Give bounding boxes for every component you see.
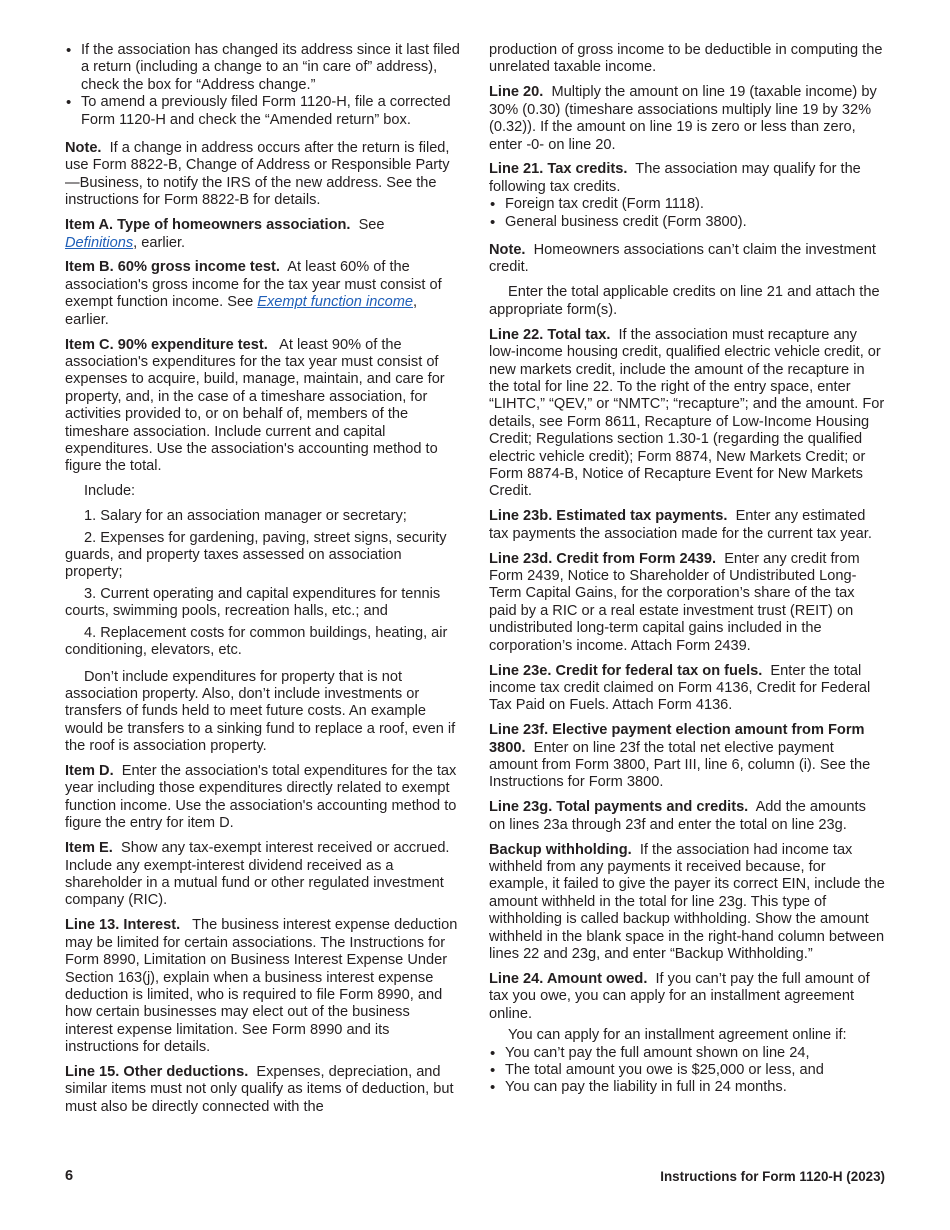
line-22-paragraph: Line 22. Total tax. If the association must recapture any low-income housing credit, qualified electric vehicle credit, or new markets credit, include the amount of the recapture in the total for line 22. To the right of the entry space, enter “LIHTC,” “QEV,” or “NMTC”; “recapture”; and the amount. For details, see Form 8611, Recapture of Low-Income Housing Credit; Regulations section 1.30-1 (regarding the qualified electric vehicle credit); Form 8874, New Markets Credit; or Form 8874-B, Notice of Recapture Event for New Markets Credit.: [489, 326, 885, 500]
item-b-paragraph: Item B. 60% gross income test. At least 60% of the association's gross income for the tax year must consist of exempt function income. See Exempt function income, earlier.: [65, 259, 442, 328]
include-item-3: 3. Current operating and capital expenditures for tennis courts, swimming pools, recreation halls, etc.; and: [65, 585, 441, 620]
apply-bullet-1: • You can’t pay the full amount shown on line 24,: [489, 1045, 885, 1062]
credit-bullet-foreign: • Foreign tax credit (Form 1118).: [489, 196, 885, 213]
line-23f-paragraph: Line 23f. Elective payment election amount from Form 3800. Enter on line 23f the total net elective payment amount from Form 3800, Part III, line 6, column (i). See the Instructions for Form 3800.: [489, 722, 871, 791]
line-21-paragraph: Line 21. Tax credits. The association may qualify for the following tax credits.: [489, 161, 861, 195]
note-investment-credit: Note. Homeowners associations can’t claim the investment credit.: [489, 242, 876, 276]
item-d-paragraph: Item D. Enter the association's total expenditures for the tax year including those expenditures directly related to exempt function income. Use the association's accounting method to figure the entry for item D.: [65, 763, 457, 832]
exempt-function-income-link[interactable]: Exempt function income: [257, 294, 414, 311]
line-15-paragraph: Line 15. Other deductions. Expenses, depreciation, and similar items must not only qualify as items of deduction, but must also be directly connected with the: [65, 1064, 454, 1115]
line-20-paragraph: Line 20. Multiply the amount on line 19 (taxable income) by 30% (0.30) (timeshare associations multiply line 19 by 32% (0.32)). If the amount on line 19 is zero or less than zero, enter -0- on line 20.: [489, 84, 877, 153]
line-15-continuation: production of gross income to be deductible in computing the unrelated taxable income.: [489, 42, 883, 76]
right-column: [489, 42, 885, 1097]
line-23g-paragraph: Line 23g. Total payments and credits. Add the amounts on lines 23a through 23f and enter the total on line 23g.: [489, 799, 866, 833]
page-number: 6: [65, 1168, 74, 1184]
address-change-bullet: • If the association has changed its address since it last filed a return (including a change to an “in care of” address), check the box for “Address change.”: [65, 42, 461, 94]
apply-bullet-3: • You can pay the liability in full in 24 months.: [489, 1079, 885, 1096]
include-label: Include:: [84, 483, 136, 500]
apply-online-paragraph: You can apply for an installment agreement online if:: [508, 1027, 847, 1044]
backup-withholding-paragraph: Backup withholding. If the association had income tax withheld from any payments it received because, for example, it failed to give the payer its correct EIN, include the amount withheld in the total for line 23g. This type of withholding is called backup withholding. Show the amount withheld in the blank space in the right-hand column between lines 22 and 23g, and enter “Backup Withholding.”: [489, 841, 885, 963]
amend-return-bullet: • To amend a previously filed Form 1120-H, file a corrected Form 1120-H and check the “Amended return” box.: [65, 94, 461, 129]
line-23e-paragraph: Line 23e. Credit for federal tax on fuels. Enter the total income tax credit claimed on Form 4136, Credit for Federal Tax Paid on Fuels. Attach Form 4136.: [489, 662, 871, 714]
include-item-2: 2. Expenses for gardening, paving, street signs, security guards, and property taxes assessed on association property;: [65, 529, 447, 581]
line-24-paragraph: Line 24. Amount owed. If you can’t pay the full amount of tax you owe, you can apply for an installment agreement online.: [489, 971, 870, 1022]
include-item-4: 4. Replacement costs for common buildings, heating, air conditioning, elevators, etc.: [65, 624, 448, 659]
note-address-change: Note. If a change in address occurs after the return is filed, use Form 8822-B, Change of Address or Responsible Party—Business, to notify the IRS of the new address. See the instructions for Form 8822-B for details.: [65, 140, 450, 209]
line-13-paragraph: Line 13. Interest. The business interest expense deduction may be limited for certain associations. The Instructions for Form 8990, Limitation on Business Interest Expense Under Section 163(j), explain when a business interest expense deduction is limited, who is required to file Form 8990, and how certain businesses may elect out of the business interest expense limitation. See Form 8990 and its instructions for details.: [65, 917, 458, 1056]
apply-bullet-2: • The total amount you owe is $25,000 or less, and: [489, 1062, 885, 1079]
enter-credits-paragraph: Enter the total applicable credits on line 21 and attach the appropriate form(s).: [489, 284, 880, 318]
include-item-1: 1. Salary for an association manager or secretary;: [84, 508, 407, 525]
item-e-paragraph: Item E. Show any tax-exempt interest received or accrued. Include any exempt-interest dividend received as a shareholder in a mutual fund or other regulated investment company (RIC).: [65, 840, 450, 909]
footer-title: Instructions for Form 1120-H (2023): [660, 1169, 885, 1184]
item-c-paragraph: Item C. 90% expenditure test. At least 90% of the association's expenditures for the tax year must consist of expenses to acquire, build, manage, maintain, and care for property, and, in the case of a timeshare association, for activities provided to, or on behalf of, members of the timeshare association. Include current and capital expenditures. Use the association's accounting method to figure the total.: [65, 336, 445, 475]
credit-bullet-general: • General business credit (Form 3800).: [489, 214, 885, 231]
line-23d-paragraph: Line 23d. Credit from Form 2439. Enter any credit from Form 2439, Notice to Shareholder of Undistributed Long-Term Capital Gains, for the corporation’s share of the tax paid by a RIC or a real estate investment trust (REIT) on undistributed long-term capital gains included in the corporation’s income. Attach Form 2439.: [489, 550, 860, 654]
left-column: [65, 42, 461, 1124]
dont-include-paragraph: Don’t include expenditures for property that is not association property. Also, don’t include investments or transfers of funds held to meet future costs. An example would be transfers to a sinking fund to replace a roof, even if the roof is association property.: [65, 668, 456, 755]
line-23b-paragraph: Line 23b. Estimated tax payments. Enter any estimated tax payments the association made for the current tax year.: [489, 508, 872, 542]
item-a-paragraph: Item A. Type of homeowners association. See Definitions, earlier.: [65, 217, 385, 251]
definitions-link[interactable]: Definitions: [65, 234, 134, 251]
